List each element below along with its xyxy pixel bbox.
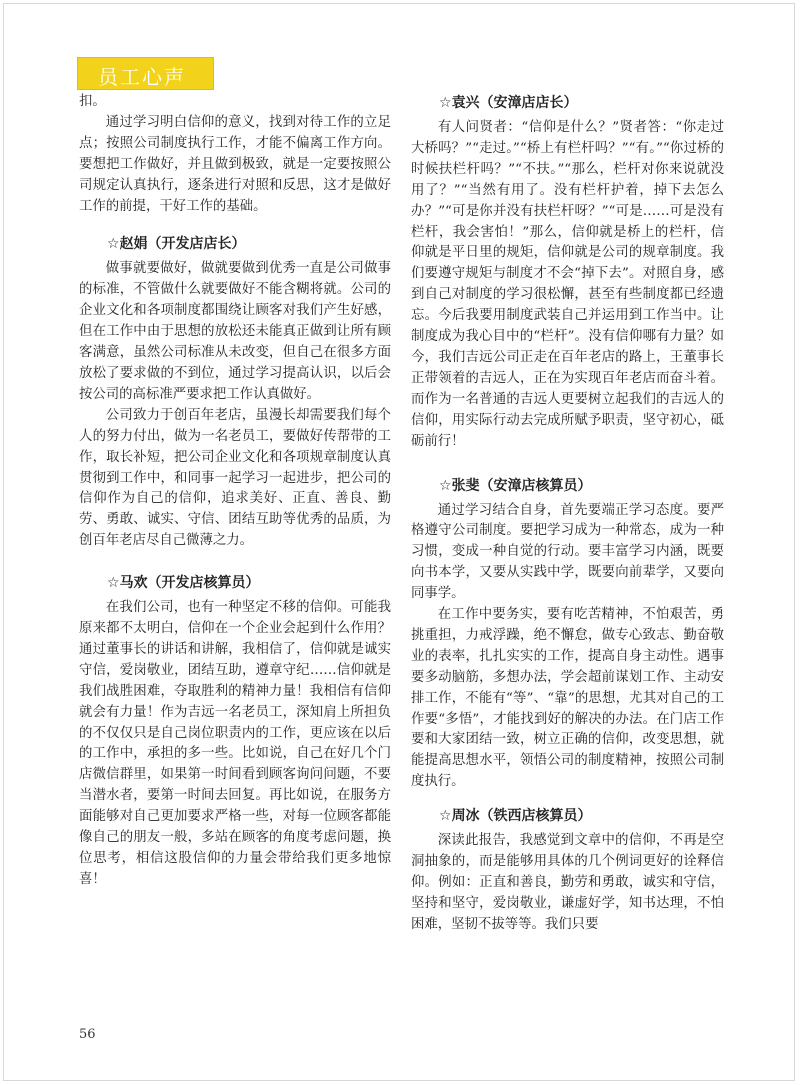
left-column	[79, 92, 391, 891]
paragraph: 做事就要做好，做就要做到优秀一直是公司做事的标准，不管做什么就要做好不能含糊将就。公司的企业文化和各项制度都围绕让顾客对我们产生好感，但在工作中由于思想的放松还未能真正做到让所有顾客满意，虽然公司标准从未改变，但自己在很多方面放松了要求做的不到位，通过学习提高认识，以后会按公司的高标准严要求把工作认真做好。	[79, 261, 391, 402]
section-heading-yuan-xing	[411, 92, 724, 114]
paragraph: 在我们公司，也有一种坚定不移的信仰。可能我原来都不太明白，信仰在一个企业会起到什么作用？通过董事长的讲话和讲解，我相信了，信仰就是诚实守信，爱岗敬业，团结互助，遵章守纪……信仰就是我们战胜困难，夺取胜利的精神力量！我相信有信仰就会有力量！作为吉远一名老员工，深知肩上所担负的不仅仅只是自己岗位职责内的工作，更应该在以后的工作中，承担的多一些。比如说，自己在好几个门店微信群里，如果第一时间看到顾客询问问题，不要当潜水者，要第一时间去回复。再比如说，在服务方面能够对自己更加要求严格一些，对每一位顾客都能像自己的朋友一般，多站在顾客的角度考虑问题，换位思考，相信这股信仰的力量会带给我们更多地惊喜！	[79, 600, 391, 887]
star-icon: ☆	[439, 95, 452, 111]
paragraph: 在工作中要务实，要有吃苦精神，不怕艰苦，勇挑重担，力戒浮躁，绝不懈怠，做专心致志、勤奋敬业的表率，扎扎实实的工作，提高自身主动性。遇事要多动脑筋，多想办法，学会超前谋划工作、主动安排工作，不能有“等”、“靠”的思想，尤其对自己的工作要“多悟”，才能找到好的解决的办法。在门店工作要和大家团结一致，树立正确的信仰，改变思想，就能提高思想水平，领悟公司的制度精神，按照公司制度执行。	[411, 607, 724, 790]
intro-paragraph: 通过学习明白信仰的意义，找到对待工作的立足点；按照公司制度执行工作，才能不偏离工作方向。要想把工作做好，并且做到极致，就是一定要按照公司规定认真执行，逐条进行对照和反思，这才是做好工作的前提，干好工作的基础。	[79, 114, 391, 214]
heading-text: 赵娟（开发店店长）	[119, 236, 246, 253]
heading-text: 马欢（开发店核算员）	[119, 575, 260, 592]
paragraph: 深读此报告，我感觉到文章中的信仰，不再是空洞抽象的，而是能够用具体的几个例词更好的诠释信仰。例如：正直和善良，勤劳和勇敢，诚实和守信，坚持和坚守，爱岗敬业，谦虚好学，知书达理，不怕困难，坚韧不拔等等。我们只要	[411, 833, 724, 932]
section-tag	[77, 57, 214, 90]
paragraph: 有人问贤者：“信仰是什么？”贤者答：“你走过大桥吗？”“走过。”“桥上有栏杆吗？”“有。”“你过桥的时候扶栏杆吗？”“不扶。”“那么，栏杆对你来说就没用了？”“当然有用了。没有栏杆护着，掉下去怎么办？”“可是你并没有扶栏杆呀？”“可是……可是没有栏杆，我会害怕！”那么，信仰就是桥上的栏杆，信仰就是平日里的规矩，信仰就是公司的规章制度。我们要遵守规矩与制度才不会“掉下去”。对照自身，感到自己对制度的学习很松懈，甚至有些制度都已经遗忘。今后我要用制度武装自己并运用到工作当中。让制度成为我心目中的“栏杆”。没有信仰哪有力量？如今，我们吉远公司正走在百年老店的路上，王董事长正带领着的吉远人，正在为实现百年老店而奋斗着。而作为一名普通的吉远人更要树立起我们的吉远人的信仰，用实际行动去完成所赋予职责，坚守初心，砥砺前行！	[411, 120, 724, 449]
section-heading-zhang-fei	[411, 475, 724, 497]
section-heading-zhou-bing	[411, 805, 724, 827]
paragraph: 公司致力于创百年老店，虽漫长却需要我们每个人的努力付出，做为一名老员工，要做好传帮带的工作，取长补短，把公司企业文化和各项规章制度认真贯彻到工作中，和同事一起学习一起进步，把公司的信仰作为自己的信仰，追求美好、正直、善良、勤劳、勇敢、诚实、守信、团结互助等优秀的品质，为创百年老店尽自己微薄之力。	[79, 407, 391, 549]
continued-text: 扣。	[79, 94, 106, 109]
star-icon: ☆	[439, 808, 452, 825]
heading-text: 张斐（安漳店核算员）	[451, 477, 592, 494]
star-icon: ☆	[107, 575, 120, 592]
heading-text: 周冰（铁西店核算员）	[451, 808, 592, 825]
star-icon: ☆	[439, 477, 452, 494]
right-column	[411, 92, 724, 936]
heading-text: 袁兴（安漳店店长）	[451, 95, 578, 111]
section-heading-zhao-juan	[79, 233, 391, 255]
star-icon: ☆	[107, 236, 120, 253]
section-tag-label: 员工心声	[98, 65, 186, 89]
paragraph: 通过学习结合自身，首先要端正学习态度。要严格遵守公司制度。要把学习成为一种常态，成为一种习惯，变成一种自觉的行动。要丰富学习内涵，既要向书本学，又要从实践中学，既要向前辈学，又要向同事学。	[411, 502, 724, 602]
page-number: 56	[79, 1027, 96, 1042]
section-heading-ma-huan	[79, 572, 391, 594]
